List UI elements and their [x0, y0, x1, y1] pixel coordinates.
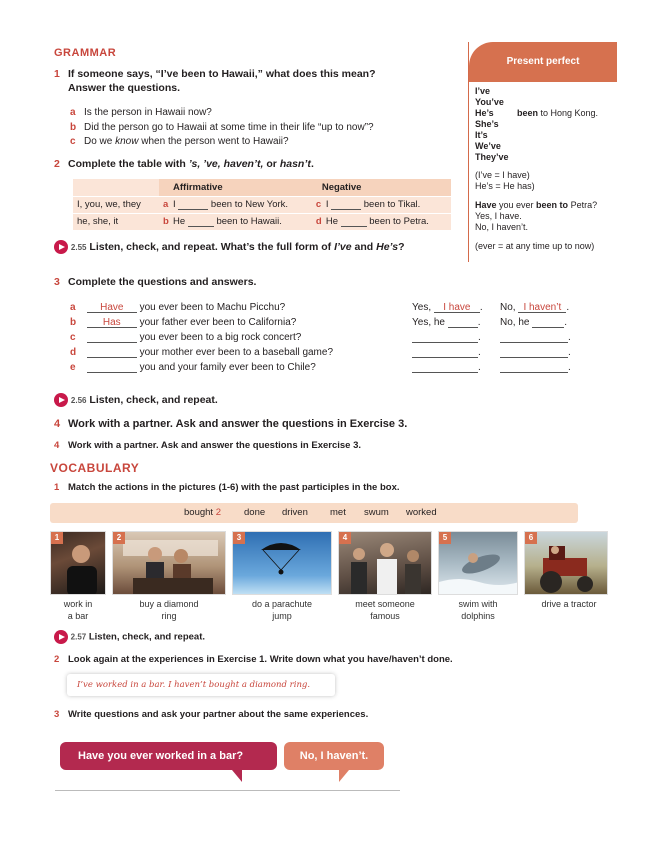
answer-field[interactable]	[500, 362, 568, 373]
caption-6: drive a tractor	[541, 599, 597, 609]
question-row: b Has your father ever been to California? Yes, he . No, he .	[70, 317, 568, 328]
answer-field[interactable]	[412, 347, 478, 358]
ex1-items	[70, 106, 374, 150]
caption-2: buy a diamond ring	[139, 599, 199, 621]
vocabulary-title: VOCABULARY	[50, 461, 140, 475]
speech-bubble-answer: No, I haven’t.	[284, 742, 384, 770]
ex-number: 1	[54, 68, 60, 80]
tractor-icon	[525, 532, 608, 595]
picture-swim-with-dolphins: 5	[438, 531, 518, 595]
answer-field[interactable]: Have	[87, 302, 137, 313]
table-row: he, she, it b He been to Hawaii. d He been to Petra.	[73, 213, 451, 230]
answer-blank[interactable]	[341, 216, 367, 227]
ex4-heading-small: 4 Work with a partner. Ask and answer the questions in Exercise 3.	[54, 440, 362, 451]
speech-bubble-question: Have you ever worked in a bar?	[60, 742, 277, 770]
ex4-heading-large: 4 Work with a partner. Ask and answer the questions in Exercise 3.	[54, 418, 408, 430]
list-item: b Did the person go to Hawaii at some time in their life “up to now”?	[70, 121, 374, 133]
answer-field[interactable]: Has	[87, 317, 137, 328]
question-row: c you ever been to a big rock concert? . .	[70, 332, 571, 343]
present-perfect-box: Present perfect I’ve You’ve He’s been to Hong Kong. She’s It’s We’ve They’ve (I’ve = I have) He’s = He has) Have you ever been to Petra? Yes, I have. No, I haven’t. (ever = at any time up to now)	[468, 42, 616, 262]
grammar-ex2-heading: 2 Complete the table with ’s, ’ve, haven’t, or hasn’t.	[54, 158, 314, 170]
listen-2-56: 2.56 Listen, check, and repeat.	[54, 393, 218, 407]
word-bought: bought 2	[184, 507, 221, 518]
word-met: met	[330, 507, 346, 518]
picture-work-in-bar: 1	[50, 531, 106, 595]
table-header: Affirmative	[159, 179, 312, 196]
answer-field[interactable]	[412, 362, 478, 373]
answer-field[interactable]: I have	[434, 302, 480, 313]
list-item: a Is the person in Hawaii now?	[70, 107, 212, 118]
ex3-heading: 3 Complete the questions and answers.	[54, 276, 257, 288]
answer-blank[interactable]	[188, 216, 214, 227]
table-row: I, you, we, they a I been to New York. c I been to Tikal.	[73, 196, 451, 213]
table-header: Negative	[312, 179, 451, 196]
answer-field[interactable]	[87, 332, 137, 343]
word-box	[50, 503, 578, 523]
question-row: a Have you ever been to Machu Picchu? Yes, I have . No, I haven’t .	[70, 302, 570, 313]
answer-field[interactable]	[500, 347, 568, 358]
vocab-ex3-heading: 3 Write questions and ask your partner about the same experiences.	[54, 709, 369, 720]
present-perfect-title: Present perfect	[469, 42, 617, 82]
example-answer: I’ve worked in a bar. I haven’t bought a diamond ring.	[67, 674, 335, 696]
play-audio-icon[interactable]	[54, 240, 68, 254]
listen-2-57: 2.57 Listen, check, and repeat.	[54, 630, 205, 644]
picture-drive-tractor: 6	[524, 531, 608, 595]
ex3-items	[70, 302, 590, 377]
caption-3: do a parachute jump	[251, 599, 313, 621]
answer-field[interactable]	[500, 332, 568, 343]
answer-blank[interactable]	[331, 199, 361, 210]
picture-meet-someone-famous: 4	[338, 531, 432, 595]
ex1-line2: Answer the questions.	[68, 82, 181, 94]
listen-2-55: 2.55 Listen, check, and repeat. What’s the full form of I’ve and He’s?	[54, 240, 405, 254]
picture-buy-diamond-ring: 2	[112, 531, 226, 595]
parachute-icon	[233, 532, 332, 595]
answer-field[interactable]	[87, 362, 137, 373]
answer-field[interactable]	[412, 332, 478, 343]
grammar-title: GRAMMAR	[54, 47, 117, 59]
answer-field[interactable]: I haven’t	[518, 302, 566, 313]
answer-field[interactable]	[87, 347, 137, 358]
vocab-ex2-heading: 2 Look again at the experiences in Exercise 1. Write down what you have/haven’t done.	[54, 654, 453, 665]
grammar-table	[73, 179, 451, 230]
vocab-ex1-heading: 1 Match the actions in the pictures (1-6) with the past participles in the box.	[54, 482, 400, 493]
word-driven: driven	[282, 507, 308, 518]
caption-4: meet someone famous	[355, 599, 415, 621]
question-row: e you and your family ever been to Chile? . .	[70, 362, 571, 373]
answer-field[interactable]	[448, 317, 478, 328]
ex1-line1: If someone says, “I’ve been to Hawaii,” what does this mean?	[68, 68, 376, 80]
crowd-icon	[339, 532, 432, 595]
list-item: c Do we know when the person went to Hawaii?	[70, 136, 289, 147]
play-audio-icon[interactable]	[54, 393, 68, 407]
caption-1: work in a bar	[63, 599, 93, 621]
answer-blank[interactable]	[178, 199, 208, 210]
play-audio-icon[interactable]	[54, 630, 68, 644]
divider	[55, 790, 400, 791]
word-swum: swum	[364, 507, 389, 518]
grammar-ex1-heading	[54, 67, 376, 95]
question-row: d your mother ever been to a baseball game? . .	[70, 347, 571, 358]
word-worked: worked	[406, 507, 437, 518]
picture-parachute-jump: 3	[232, 531, 332, 595]
answer-field[interactable]	[532, 317, 564, 328]
couple-icon	[113, 532, 226, 595]
word-done: done	[244, 507, 266, 518]
caption-5: swim with dolphins	[458, 599, 498, 621]
